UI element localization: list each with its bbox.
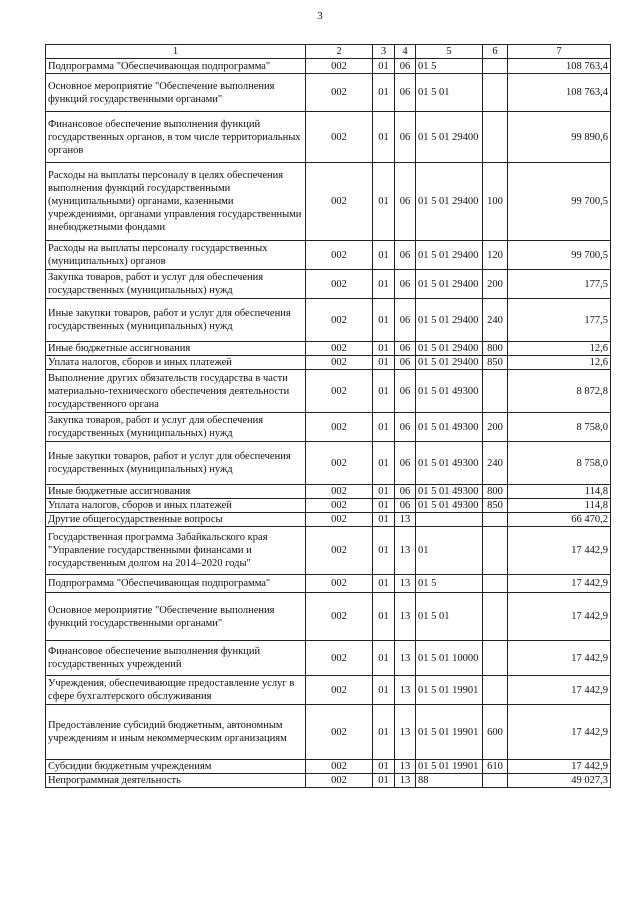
- row-amount: 99 700,5: [508, 241, 611, 270]
- row-item-name: Финансовое обеспечение выполнения функций государственных учреждений: [46, 641, 306, 676]
- table-row: [46, 270, 611, 299]
- row-subsection-code: 06: [395, 299, 416, 342]
- table-row: [46, 74, 611, 112]
- table-row: [46, 442, 611, 485]
- row-amount: 99 890,6: [508, 112, 611, 163]
- row-section-code: 01: [373, 163, 395, 241]
- row-admin-code: 002: [306, 641, 373, 676]
- row-subsection-code: 13: [395, 575, 416, 593]
- row-amount: 17 442,9: [508, 593, 611, 641]
- row-target-article: 01 5 01 19901: [416, 705, 483, 760]
- row-target-article: 01 5 01 29400: [416, 241, 483, 270]
- row-section-code: 01: [373, 370, 395, 413]
- row-subsection-code: 06: [395, 342, 416, 356]
- row-expense-type: 610: [483, 760, 508, 774]
- row-section-code: 01: [373, 112, 395, 163]
- row-item-name: Субсидии бюджетным учреждениям: [46, 760, 306, 774]
- row-subsection-code: 13: [395, 593, 416, 641]
- row-section-code: 01: [373, 442, 395, 485]
- row-section-code: 01: [373, 413, 395, 442]
- column-header: 3: [373, 45, 395, 59]
- row-admin-code: 002: [306, 575, 373, 593]
- row-subsection-code: 06: [395, 163, 416, 241]
- row-target-article: 01 5 01 29400: [416, 270, 483, 299]
- row-admin-code: 002: [306, 342, 373, 356]
- row-admin-code: 002: [306, 676, 373, 705]
- table-row: [46, 593, 611, 641]
- table-row: [46, 163, 611, 241]
- row-amount: 177,5: [508, 299, 611, 342]
- row-subsection-code: 06: [395, 270, 416, 299]
- row-amount: 12,6: [508, 342, 611, 356]
- row-subsection-code: 06: [395, 442, 416, 485]
- table-row: [46, 705, 611, 760]
- row-subsection-code: 06: [395, 74, 416, 112]
- row-admin-code: 002: [306, 593, 373, 641]
- row-expense-type: 850: [483, 356, 508, 370]
- row-subsection-code: 06: [395, 485, 416, 499]
- row-item-name: Учреждения, обеспечивающие предоставление услуг в сфере бухгалтерского обслуживания: [46, 676, 306, 705]
- row-subsection-code: 13: [395, 513, 416, 527]
- row-expense-type: 850: [483, 499, 508, 513]
- column-header-row: [46, 45, 611, 59]
- row-amount: 12,6: [508, 356, 611, 370]
- row-amount: 8 758,0: [508, 413, 611, 442]
- row-section-code: 01: [373, 527, 395, 575]
- column-header: 5: [416, 45, 483, 59]
- row-item-name: Непрограммная деятельность: [46, 774, 306, 788]
- column-header: 2: [306, 45, 373, 59]
- row-target-article: [416, 513, 483, 527]
- row-amount: 49 027,3: [508, 774, 611, 788]
- row-expense-type: [483, 370, 508, 413]
- row-expense-type: [483, 74, 508, 112]
- row-section-code: 01: [373, 342, 395, 356]
- row-target-article: 01 5 01 49300: [416, 442, 483, 485]
- row-amount: 8 758,0: [508, 442, 611, 485]
- row-section-code: 01: [373, 676, 395, 705]
- row-item-name: Расходы на выплаты персоналу в целях обеспечения выполнения функций государственными (муниципальными) органами, казенными учреждениями, органами управления государственными внебюджетными фондами: [46, 163, 306, 241]
- row-target-article: 01: [416, 527, 483, 575]
- row-item-name: Финансовое обеспечение выполнения функций государственных органов, в том числе территориальных органов: [46, 112, 306, 163]
- row-section-code: 01: [373, 513, 395, 527]
- table-row: [46, 676, 611, 705]
- row-admin-code: 002: [306, 74, 373, 112]
- table-row: [46, 485, 611, 499]
- row-amount: 17 442,9: [508, 705, 611, 760]
- row-item-name: Иные бюджетные ассигнования: [46, 342, 306, 356]
- row-section-code: 01: [373, 74, 395, 112]
- table-row: [46, 499, 611, 513]
- row-section-code: 01: [373, 356, 395, 370]
- row-section-code: 01: [373, 760, 395, 774]
- row-target-article: 01 5 01 49300: [416, 370, 483, 413]
- row-admin-code: 002: [306, 774, 373, 788]
- table-row: [46, 112, 611, 163]
- row-amount: 17 442,9: [508, 527, 611, 575]
- row-subsection-code: 13: [395, 705, 416, 760]
- row-item-name: Закупка товаров, работ и услуг для обеспечения государственных (муниципальных) нужд: [46, 413, 306, 442]
- row-admin-code: 002: [306, 270, 373, 299]
- row-amount: 66 470,2: [508, 513, 611, 527]
- row-amount: 177,5: [508, 270, 611, 299]
- table-row: [46, 774, 611, 788]
- row-admin-code: 002: [306, 241, 373, 270]
- row-amount: 108 763,4: [508, 74, 611, 112]
- row-admin-code: 002: [306, 413, 373, 442]
- row-expense-type: 600: [483, 705, 508, 760]
- row-section-code: 01: [373, 270, 395, 299]
- row-admin-code: 002: [306, 59, 373, 74]
- row-item-name: Выполнение других обязательств государства в части материально-технического обеспечения деятельности государственного органа: [46, 370, 306, 413]
- row-expense-type: 200: [483, 413, 508, 442]
- row-target-article: 01 5 01 29400: [416, 163, 483, 241]
- row-section-code: 01: [373, 59, 395, 74]
- row-admin-code: 002: [306, 112, 373, 163]
- row-admin-code: 002: [306, 527, 373, 575]
- table-row: [46, 527, 611, 575]
- row-section-code: 01: [373, 593, 395, 641]
- row-target-article: 01 5 01 19901: [416, 676, 483, 705]
- row-amount: 8 872,8: [508, 370, 611, 413]
- row-amount: 114,8: [508, 485, 611, 499]
- row-expense-type: [483, 774, 508, 788]
- row-item-name: Уплата налогов, сборов и иных платежей: [46, 356, 306, 370]
- row-target-article: 01 5 01 49300: [416, 485, 483, 499]
- column-header: 4: [395, 45, 416, 59]
- table-row: [46, 760, 611, 774]
- table-row: [46, 370, 611, 413]
- row-subsection-code: 13: [395, 527, 416, 575]
- row-amount: 114,8: [508, 499, 611, 513]
- table-row: [46, 356, 611, 370]
- row-target-article: 01 5 01 49300: [416, 413, 483, 442]
- row-item-name: Предоставление субсидий бюджетным, автономным учреждениям и иным некоммерческим организациям: [46, 705, 306, 760]
- row-item-name: Государственная программа Забайкальского края "Управление государственными финансами и государственным долгом на 2014–2020 годы": [46, 527, 306, 575]
- row-expense-type: [483, 676, 508, 705]
- table-row: [46, 59, 611, 74]
- row-subsection-code: 13: [395, 774, 416, 788]
- row-admin-code: 002: [306, 163, 373, 241]
- row-subsection-code: 13: [395, 676, 416, 705]
- row-admin-code: 002: [306, 499, 373, 513]
- row-expense-type: 800: [483, 485, 508, 499]
- row-item-name: Подпрограмма "Обеспечивающая подпрограмма": [46, 575, 306, 593]
- column-header: 6: [483, 45, 508, 59]
- row-amount: 17 442,9: [508, 575, 611, 593]
- row-subsection-code: 06: [395, 370, 416, 413]
- row-expense-type: [483, 112, 508, 163]
- row-subsection-code: 06: [395, 413, 416, 442]
- table-row: [46, 241, 611, 270]
- row-expense-type: 100: [483, 163, 508, 241]
- table-row: [46, 641, 611, 676]
- table-row: [46, 413, 611, 442]
- row-admin-code: 002: [306, 442, 373, 485]
- row-item-name: Уплата налогов, сборов и иных платежей: [46, 499, 306, 513]
- row-amount: 17 442,9: [508, 676, 611, 705]
- row-item-name: Иные закупки товаров, работ и услуг для обеспечения государственных (муниципальных) нужд: [46, 299, 306, 342]
- table-row: [46, 575, 611, 593]
- row-expense-type: [483, 575, 508, 593]
- row-admin-code: 002: [306, 370, 373, 413]
- row-subsection-code: 06: [395, 241, 416, 270]
- row-expense-type: 120: [483, 241, 508, 270]
- row-subsection-code: 13: [395, 641, 416, 676]
- row-expense-type: [483, 593, 508, 641]
- row-expense-type: 200: [483, 270, 508, 299]
- column-header: 7: [508, 45, 611, 59]
- row-subsection-code: 06: [395, 59, 416, 74]
- row-item-name: Иные бюджетные ассигнования: [46, 485, 306, 499]
- row-expense-type: [483, 513, 508, 527]
- row-expense-type: 800: [483, 342, 508, 356]
- row-section-code: 01: [373, 499, 395, 513]
- row-item-name: Подпрограмма "Обеспечивающая подпрограмма": [46, 59, 306, 74]
- row-admin-code: 002: [306, 705, 373, 760]
- row-target-article: 01 5 01 29400: [416, 112, 483, 163]
- row-item-name: Другие общегосударственные вопросы: [46, 513, 306, 527]
- row-amount: 108 763,4: [508, 59, 611, 74]
- row-admin-code: 002: [306, 356, 373, 370]
- row-amount: 17 442,9: [508, 760, 611, 774]
- row-item-name: Иные закупки товаров, работ и услуг для обеспечения государственных (муниципальных) нужд: [46, 442, 306, 485]
- row-admin-code: 002: [306, 760, 373, 774]
- budget-table-body: [46, 45, 611, 788]
- budget-table: [45, 44, 611, 788]
- row-section-code: 01: [373, 575, 395, 593]
- row-amount: 99 700,5: [508, 163, 611, 241]
- row-admin-code: 002: [306, 485, 373, 499]
- row-expense-type: [483, 527, 508, 575]
- row-target-article: 01 5 01 29400: [416, 342, 483, 356]
- row-item-name: Расходы на выплаты персоналу государственных (муниципальных) органов: [46, 241, 306, 270]
- row-target-article: 01 5 01 49300: [416, 499, 483, 513]
- table-row: [46, 299, 611, 342]
- row-item-name: Основное мероприятие "Обеспечение выполнения функций государственными органами": [46, 74, 306, 112]
- row-target-article: 01 5 01: [416, 74, 483, 112]
- row-expense-type: [483, 641, 508, 676]
- row-admin-code: 002: [306, 513, 373, 527]
- row-target-article: 01 5: [416, 575, 483, 593]
- row-expense-type: 240: [483, 442, 508, 485]
- row-subsection-code: 06: [395, 112, 416, 163]
- row-target-article: 01 5 01 19901: [416, 760, 483, 774]
- row-section-code: 01: [373, 774, 395, 788]
- row-expense-type: [483, 59, 508, 74]
- row-target-article: 88: [416, 774, 483, 788]
- row-target-article: 01 5 01 10000: [416, 641, 483, 676]
- row-subsection-code: 06: [395, 356, 416, 370]
- row-item-name: Основное мероприятие "Обеспечение выполнения функций государственными органами": [46, 593, 306, 641]
- row-subsection-code: 13: [395, 760, 416, 774]
- row-admin-code: 002: [306, 299, 373, 342]
- row-target-article: 01 5 01 29400: [416, 299, 483, 342]
- row-subsection-code: 06: [395, 499, 416, 513]
- row-section-code: 01: [373, 241, 395, 270]
- row-section-code: 01: [373, 641, 395, 676]
- row-expense-type: 240: [483, 299, 508, 342]
- column-header: 1: [46, 45, 306, 59]
- row-target-article: 01 5 01 29400: [416, 356, 483, 370]
- row-amount: 17 442,9: [508, 641, 611, 676]
- table-row: [46, 342, 611, 356]
- row-section-code: 01: [373, 705, 395, 760]
- table-row: [46, 513, 611, 527]
- row-section-code: 01: [373, 299, 395, 342]
- row-target-article: 01 5 01: [416, 593, 483, 641]
- row-section-code: 01: [373, 485, 395, 499]
- row-item-name: Закупка товаров, работ и услуг для обеспечения государственных (муниципальных) нужд: [46, 270, 306, 299]
- page-number: 3: [317, 10, 323, 22]
- row-target-article: 01 5: [416, 59, 483, 74]
